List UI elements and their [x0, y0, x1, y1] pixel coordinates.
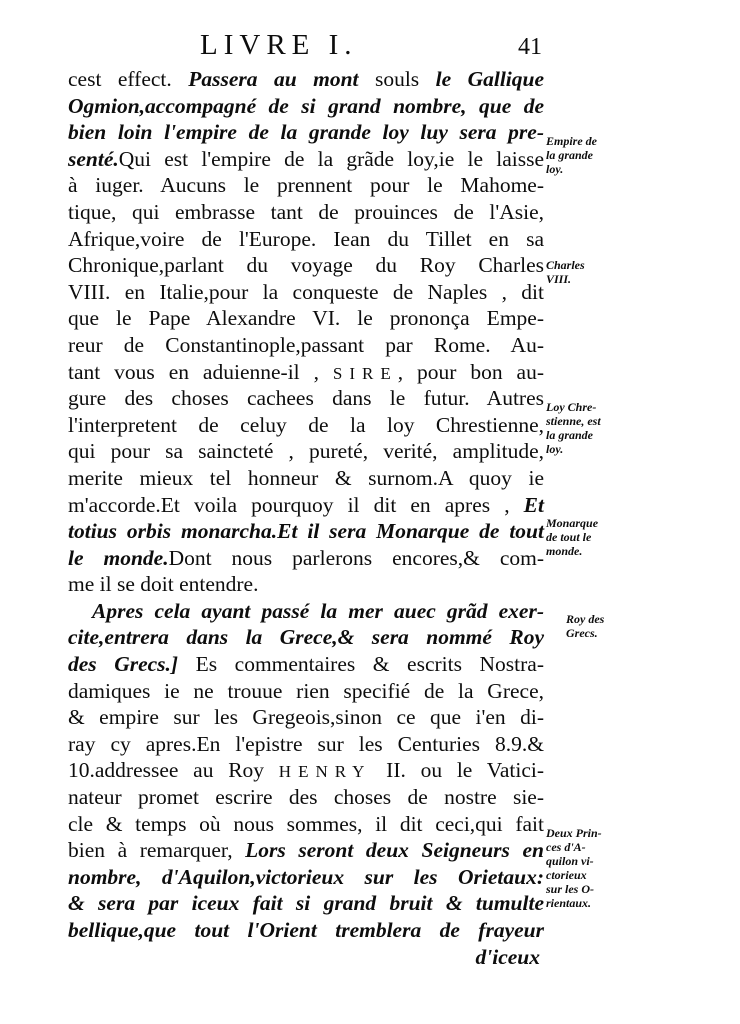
margin-note-line: Grecs. [566, 626, 598, 640]
text-line [68, 651, 544, 678]
margin-note-line: Loy Chre- [546, 400, 597, 414]
text-line: totius orbis monarcha.Et il sera Monarque de tout [68, 519, 544, 544]
text-run: tant vous en aduienne-il , [68, 359, 333, 384]
italic-run: Et [523, 492, 544, 517]
italic-run: le monde. [68, 545, 169, 570]
text-line: VIII. en Italie,pour la conqueste de Naples , dit [68, 279, 544, 304]
text-line: qui pour sa saincteté , pureté, verité, amplitude, [68, 439, 544, 464]
margin-note-loy [546, 400, 630, 456]
small-caps-run: SIRE [332, 363, 398, 383]
text-run: Qui est l'empire de la grãde loy,ie le laisse [118, 146, 544, 171]
italic-run: Lors seront deux Seigneurs en [245, 838, 544, 863]
italic-run: senté. [68, 146, 119, 171]
margin-note-line: quilon vi- [546, 854, 594, 868]
text-line [68, 757, 544, 784]
margin-note-line: Monarque [546, 516, 599, 530]
margin-note-line: ces d'A- [546, 840, 586, 854]
text-run: II. ou le Vatici- [371, 758, 544, 783]
text-line: que le Pape Alexandre VI. le prononça Empe- [68, 306, 544, 331]
text-line: reur de Constantinople,passant par Rome. Au- [68, 332, 544, 357]
text-line: nateur promet escrire des choses de nostre sie- [68, 785, 544, 810]
text-line: bellique,que tout l'Orient tremblera de frayeur [68, 918, 544, 942]
text-line: à iuger. Aucuns le prennent pour le Mahome- [68, 173, 544, 198]
text-line [68, 146, 544, 173]
text-line [68, 492, 544, 519]
text-run: , pour bon au- [397, 359, 544, 384]
text-line [68, 66, 544, 93]
text-line: Apres cela ayant passé la mer auec grãd exer- [92, 598, 544, 623]
margin-note-line: monde. [546, 544, 583, 558]
text-line [68, 545, 544, 572]
text-line: bien loin l'empire de la grande loy luy sera pre- [68, 120, 544, 145]
italic-run: Passera au mont [188, 67, 359, 91]
margin-note-line: la grande [546, 148, 594, 162]
margin-note-line: rientaux. [546, 896, 592, 910]
text-line: me il se doit entendre. [68, 572, 259, 597]
text-run: souls [358, 67, 436, 91]
text-line [68, 359, 544, 386]
text-line: merite mieux tel honneur & surnom.A quoy ie [68, 465, 544, 490]
text-line: tique, qui embrasse tant de prouinces de l'Asie, [68, 199, 544, 224]
text-run: 10.addressee au Roy [68, 758, 279, 783]
margin-note-line: Charles [546, 258, 585, 272]
margin-note-line: Deux Prin- [546, 826, 602, 840]
margin-note-line: sur les O- [546, 882, 595, 896]
text-line: Chronique,parlant du voyage du Roy Charles [68, 253, 544, 278]
margin-note-line: loy. [546, 442, 564, 456]
margin-note-line: la grande [546, 428, 594, 442]
margin-note-roy-grecs [566, 612, 650, 640]
text-line [68, 837, 544, 864]
margin-note-charles [546, 258, 630, 286]
catchword: d'iceux [475, 944, 540, 969]
small-caps-run: HENRY [278, 762, 372, 782]
italic-run: des Grecs.] [68, 652, 179, 677]
margin-note-line: Empire de [546, 134, 597, 148]
text-line: Ogmion,accompagné de si grand nombre, que de [68, 93, 544, 118]
text-line: cle & temps où nous sommes, il dit ceci,qui fait [68, 811, 544, 836]
text-line: l'interpretent de celuy de la loy Chrestienne, [68, 412, 544, 437]
text-line: cite,entrera dans la Grece,& sera nommé Roy [68, 625, 544, 650]
text-run: cest effect. [68, 67, 172, 91]
text-line: & empire sur les Gregeois,sinon ce que i'en di- [68, 705, 544, 730]
body-text [68, 66, 544, 970]
text-line: & sera par iceux fait si grand bruit & tumulte [68, 891, 544, 916]
margin-note-line: stienne, est [546, 414, 601, 428]
text-line: Afrique,voire de l'Europe. Iean du Tillet en sa [68, 226, 544, 251]
text-run: Dont nous parlerons encores,& com- [168, 545, 544, 570]
margin-note-deux-princes [546, 826, 630, 910]
text-run: Es commentaires & escrits Nostra- [178, 652, 544, 677]
text-line: damiques ie ne trouue rien specifié de la Grece, [68, 678, 544, 703]
margin-note-line: VIII. [546, 272, 572, 286]
margin-note-line: loy. [546, 162, 564, 176]
running-title: LIVRE I. [200, 29, 358, 61]
margin-note-line: Roy des [566, 612, 605, 626]
margin-note-line: ctorieux [546, 868, 587, 882]
italic-run: le Gallique [435, 67, 545, 91]
page-header [0, 30, 740, 60]
text-line: gure des choses cachees dans le futur. Autres [68, 386, 544, 411]
page-number: 41 [518, 34, 542, 60]
text-run: bien à remarquer, [68, 838, 246, 863]
margin-note-monarque [546, 516, 630, 558]
text-run: m'accorde.Et voila pourquoy il dit en apres , [68, 492, 524, 517]
margin-note-line: de tout le [546, 530, 592, 544]
text-line: ray cy apres.En l'epistre sur les Centuries 8.9.& [68, 731, 544, 756]
margin-note-empire [546, 134, 630, 176]
text-line: nombre, d'Aquilon,victorieux sur les Orietaux: [68, 864, 544, 889]
